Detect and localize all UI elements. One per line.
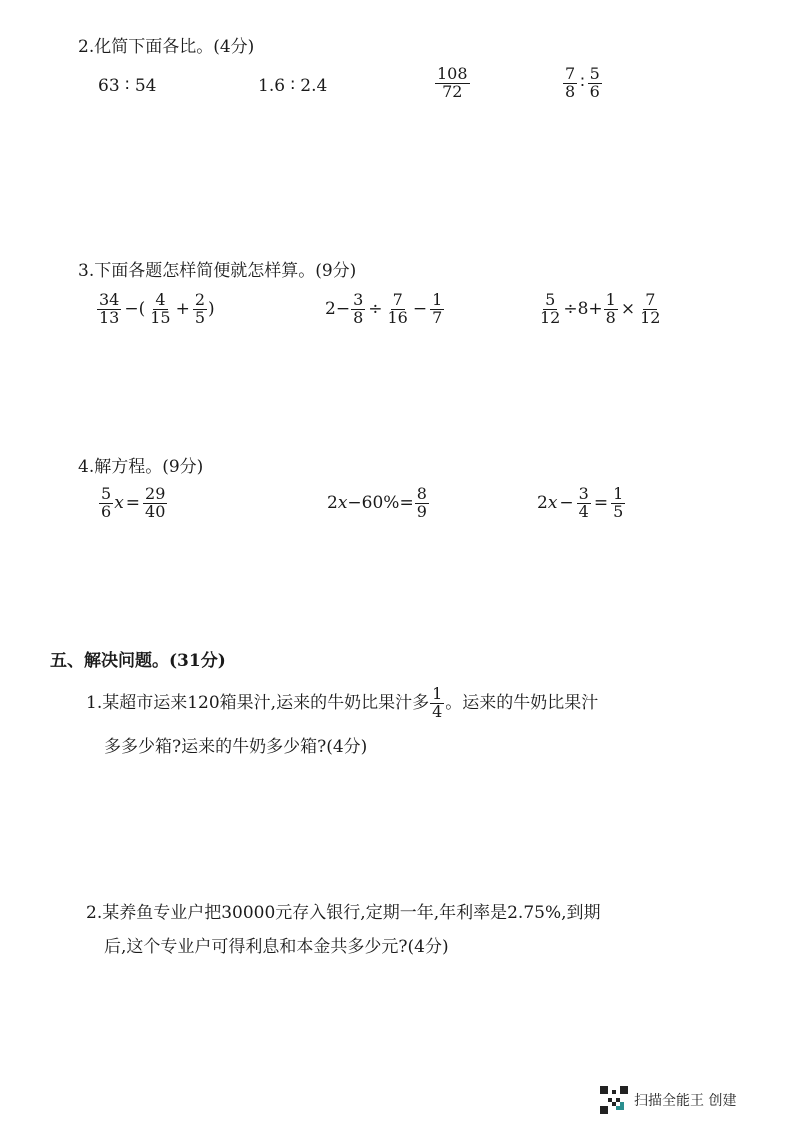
- q4-expr-1: $\frac{5}{6}$ x = $\frac{29}{40}$: [101, 484, 166, 521]
- q3-title: 3.下面各题怎样简便就怎样算。(9分): [78, 261, 357, 281]
- q2-expr-4: $\frac{7}{8}$ ∶ $\frac{5}{6}$: [565, 64, 600, 101]
- watermark-text: 扫描全能王 创建: [634, 1093, 737, 1109]
- fraction: $\frac{7}{8}$: [565, 64, 576, 101]
- q4-expr-3: 2 x − $\frac{3}{4}$ = $\frac{1}{5}$: [537, 484, 624, 521]
- problem-2-line-1: 2.某养鱼专业户把30000元存入银行,定期一年,年利率是2.75%,到期: [86, 903, 601, 923]
- q2-expr-1: 63 ∶ 54: [98, 76, 157, 96]
- fraction: $\frac{5}{6}$: [589, 64, 600, 101]
- q3-expr-1: $\frac{34}{13}$ −( $\frac{4}{15}$ + $\frac{2}{5}$ ): [99, 290, 215, 327]
- problem-1-line-1: 1.某超市运来120箱果汁,运来的牛奶比果汁多 $\frac{1}{4}$ 。运来的牛奶比果汁: [86, 684, 599, 721]
- section5-title: 五、解决问题。(31分): [50, 651, 226, 671]
- q2-expr-3: [434, 66, 471, 101]
- scanner-watermark: [600, 1086, 736, 1114]
- fraction: $\frac{108}{72}$: [437, 64, 468, 101]
- q4-title: 4.解方程。(9分): [78, 457, 204, 477]
- q3-expr-2: 2− $\frac{3}{8}$ ÷ $\frac{7}{16}$ − $\frac{1}{7}$: [325, 290, 443, 327]
- q4-expr-2: 2 x −60%= $\frac{8}{9}$: [327, 484, 427, 521]
- qr-code-icon: [600, 1086, 628, 1114]
- q2-expr-2: 1.6 ∶ 2.4: [258, 76, 328, 96]
- problem-2-line-2: 后,这个专业户可得利息和本金共多少元?(4分): [104, 937, 449, 957]
- problem-1-line-2: 多多少箱?运来的牛奶多少箱?(4分): [104, 737, 368, 757]
- q3-expr-3: $\frac{5}{12}$ ÷8+ $\frac{1}{8}$ × $\frac{7}{12}$: [540, 290, 661, 327]
- q2-title: 2.化简下面各比。(4分): [78, 37, 255, 57]
